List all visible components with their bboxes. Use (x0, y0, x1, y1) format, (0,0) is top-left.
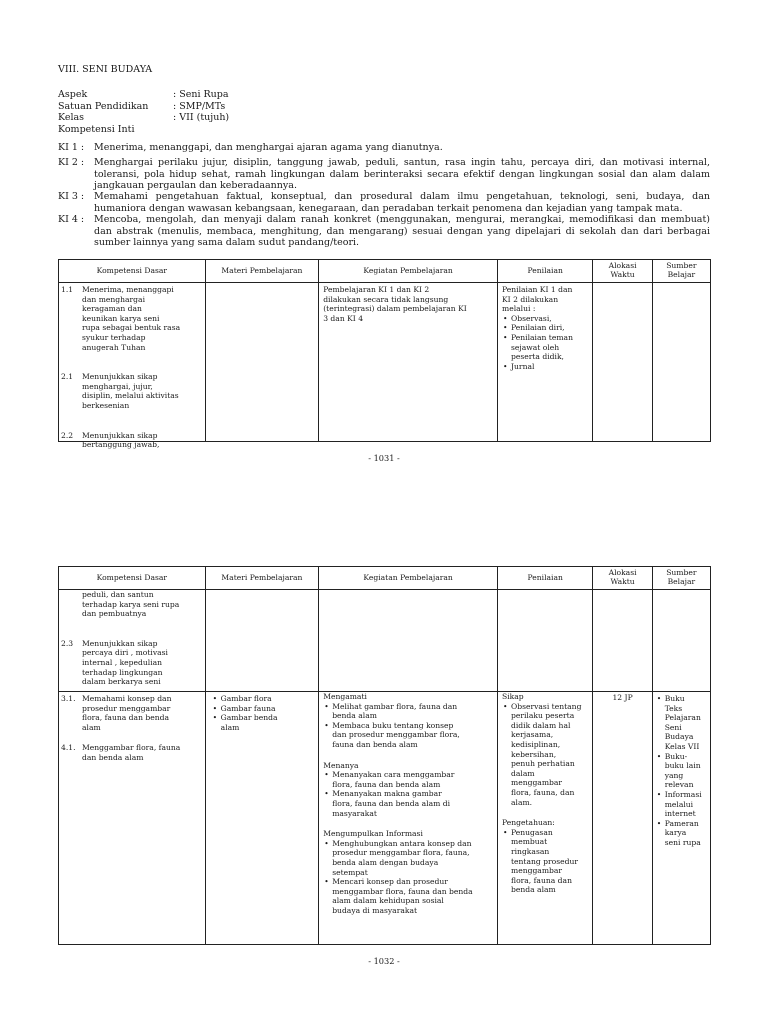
kd-number: 3.1. (61, 694, 76, 703)
header-materi: Materi Pembelajaran (205, 260, 319, 283)
header-alokasi-waktu: Alokasi Waktu (593, 567, 652, 590)
penilaian-section (502, 818, 590, 895)
penilaian-item-line: kebersihan, (511, 749, 557, 759)
kegiatan-item-line: menggambar flora, fauna dan benda (332, 886, 473, 896)
penilaian-line: melalui : (502, 304, 536, 314)
kegiatan-line: Pembelajaran KI 1 dan KI 2 (323, 285, 430, 294)
info-label: Satuan Pendidikan (58, 100, 149, 112)
kegiatan-section (323, 761, 495, 819)
kd-item (61, 694, 203, 732)
kegiatan-item-line: budaya di masyarakat (332, 905, 418, 915)
penilaian-item-line: • Penilaian teman (511, 332, 573, 342)
kegiatan-item (323, 721, 495, 750)
penilaian-item-line: flora, fauna dan (511, 875, 572, 885)
kd-number: 1.1 (61, 285, 74, 294)
kegiatan-item-line: • Membaca buku tentang konsep (332, 720, 454, 730)
kegiatan-item-line: flora, fauna dan benda alam di (332, 798, 450, 808)
sumber-item-list (656, 694, 709, 848)
header-kompetensi-dasar: Kompetensi Dasar (59, 567, 206, 590)
penilaian-item-line: • Penugasan (511, 827, 553, 837)
kegiatan-line: dilakukan secara tidak langsung (323, 294, 449, 304)
ki-text-line: jangkauan pergaulan dan keberadaannya. (94, 180, 297, 192)
ki-text-line: Mencoba, mengolah, dan menyaji dalam ranah konkret (menggunakan, mengurai, merangkai, memodifikasi dan membuat) (94, 214, 710, 225)
info-label: Kelas (58, 112, 85, 124)
kegiatan-item-line: dan prosedur menggambar flora, (332, 730, 460, 740)
penilaian-item-line: kedisiplinan, (511, 739, 561, 749)
penilaian-item (502, 362, 590, 372)
penilaian-item (502, 323, 590, 333)
kd-text-line: terhadap karya seni rupa (82, 599, 180, 609)
kd-text-line: Menunjukkan sikap (82, 638, 158, 648)
penilaian-line: Penilaian KI 1 dan (502, 285, 573, 294)
info-label: Kompetensi Inti (58, 124, 135, 136)
cell-sumber (652, 590, 710, 692)
cell-kegiatan (319, 590, 498, 692)
kd-text-line: berkesenian (82, 400, 130, 410)
kegiatan-item-line: masyarakat (332, 808, 377, 818)
kegiatan-item-line: benda alam (332, 711, 377, 721)
cell-kompetensi-dasar-3-1 (59, 692, 206, 945)
cell-materi-pembelajaran (205, 692, 319, 945)
penilaian-item-line: didik dalam hal (511, 720, 571, 730)
kd-text-line: terhadap lingkungan (82, 667, 163, 677)
sumber-item-line: • Pameran (664, 818, 699, 828)
kd-item (61, 431, 203, 450)
kegiatan-item (323, 702, 495, 721)
kd-text-line: keragaman dan (82, 304, 142, 314)
sumber-item-line: • Informasi (664, 789, 702, 799)
penilaian-section-title: Sikap (502, 692, 524, 701)
kd-text-line: bertanggung jawab, (82, 440, 160, 450)
cell-materi (205, 283, 319, 442)
kd-text-line: anugerah Tuhan (82, 342, 146, 352)
sumber-item-line: • Buku (664, 694, 685, 703)
sumber-item (656, 752, 709, 790)
sumber-item-line: buku lain (664, 761, 701, 771)
sumber-item (656, 790, 709, 819)
ki-label: KI 1 : (58, 142, 85, 153)
kegiatan-section-title: Menanya (323, 760, 359, 770)
header-penilaian: Penilaian (498, 260, 593, 283)
kegiatan-section (323, 829, 495, 915)
ki-text-line: dan abstrak (menulis, membaca, menghitung, dan mengarang) sesuai dengan yang dipelajari di sekolah dan dari berbagai (94, 225, 710, 237)
sumber-item (656, 819, 709, 848)
cell-alokasi-waktu (593, 692, 652, 945)
ki-text-line: Menghargai perilaku jujur, disiplin, tanggung jawab, peduli, santun, rasa ingin tahu, percaya diri, dan motivasi internal, (94, 157, 710, 168)
penilaian-line: KI 2 dilakukan (502, 294, 559, 304)
kd-text-line: percaya diri , motivasi (82, 648, 168, 658)
page-number-1031: - 1031 - (368, 453, 400, 463)
kd-text-line: dalam berkarya seni (82, 677, 161, 687)
kd-item (61, 639, 203, 687)
sumber-item-line: • Buku- (664, 751, 688, 761)
section-heading: VIII. SENI BUDAYA (58, 64, 153, 75)
page-number-1032: - 1032 - (368, 956, 400, 966)
kd-text-line: dan pembuatnya (82, 609, 147, 619)
penilaian-item-list (502, 828, 590, 895)
kegiatan-item (323, 839, 495, 877)
cell-penilaian (498, 692, 593, 945)
info-value: : VII (tujuh) (173, 112, 230, 124)
cell-sumber-belajar (652, 692, 710, 945)
cell-penilaian (498, 590, 593, 692)
kd-text-line: rupa sebagai bentuk rasa (82, 323, 181, 333)
sumber-item-line: Budaya (664, 732, 694, 742)
kd-text-line: Menggambar flora, fauna (82, 743, 181, 753)
info-label: Aspek (58, 89, 88, 100)
kegiatan-section (323, 692, 495, 750)
kegiatan-item (323, 789, 495, 818)
penilaian-item-line: perilaku peserta (511, 711, 575, 721)
penilaian-item-line: • Observasi, (511, 313, 552, 323)
sumber-item-line: Kelas VII (664, 741, 700, 751)
kd-text-line: keunikan karya seni (82, 313, 160, 323)
sumber-item-line: relevan (664, 780, 694, 790)
info-value: : Seni Rupa (173, 89, 229, 100)
ki-text-line: toleransi, pola hidup sehat, ramah lingkungan dalam berinteraksi secara efektif dengan lingkungan sosial dan alam dalam (94, 168, 710, 180)
penilaian-item-list (502, 702, 590, 808)
kd-number: 2.1 (61, 372, 74, 382)
ki-label: KI 4 : (58, 214, 85, 225)
alokasi-value: 12 JP (612, 693, 633, 702)
ki-text-line: Menerima, menanggapi, dan menghargai ajaran agama yang dianutnya. (94, 142, 443, 153)
penilaian-item-list (502, 314, 590, 372)
cell-materi (205, 590, 319, 692)
penilaian-item-line: alam. (511, 797, 533, 807)
header-sumber-belajar: Sumber Belajar (652, 260, 710, 283)
cell-kompetensi-dasar-continued (59, 590, 206, 692)
kegiatan-section-title: Mengumpulkan Informasi (323, 829, 423, 839)
cell-alokasi (593, 590, 652, 692)
kegiatan-section-title: Mengamati (323, 692, 367, 701)
materi-item (212, 694, 317, 704)
penilaian-item (502, 828, 590, 895)
materi-item-line: • Gambar fauna (220, 703, 276, 713)
cell-kegiatan-pembelajaran (319, 692, 498, 945)
kegiatan-item-line: alam dalam kehidupan sosial (332, 896, 444, 906)
kd-text-line: syukur terhadap (82, 332, 146, 342)
ki-label: KI 3 : (58, 191, 85, 202)
ki-text-line: humaniora dengan wawasan kebangsaan, kenegaraan, dan peradaban terkait penomena dan kejadian yang tampak mata. (94, 202, 683, 214)
sumber-item-line: seni rupa (664, 837, 701, 847)
kd-item (61, 372, 203, 410)
kegiatan-item-line: setempat (332, 867, 368, 877)
header-alokasi-waktu: Alokasi Waktu (593, 260, 652, 283)
kd-table-page-1031 (58, 259, 711, 450)
cell-penilaian (498, 283, 593, 442)
kegiatan-item-list (323, 770, 495, 818)
kegiatan-item-list (323, 839, 495, 916)
sumber-item-line: karya (664, 828, 687, 838)
kegiatan-item (323, 877, 495, 915)
sumber-item-line: melalui (664, 799, 694, 809)
sumber-item-line: Pelajaran (664, 713, 701, 723)
cell-sumber (652, 283, 710, 442)
header-sumber-belajar: Sumber Belajar (652, 567, 710, 590)
info-value: : SMP/MTs (173, 100, 226, 112)
penilaian-item-line: benda alam (511, 885, 556, 895)
header-penilaian: Penilaian (498, 567, 593, 590)
kegiatan-line: (terintegrasi) dalam pembelajaran KI (323, 304, 467, 314)
kd-text-line: Menunjukkan sikap (82, 372, 158, 382)
kd-text-line: Menerima, menanggapi (82, 285, 174, 294)
kd-number: 4.1. (61, 743, 76, 753)
penilaian-item-line: • Jurnal (511, 361, 535, 371)
cell-alokasi (593, 283, 652, 442)
penilaian-item-line: peserta didik, (511, 352, 564, 362)
penilaian-item (502, 314, 590, 324)
penilaian-item-line: ringkasan (511, 846, 550, 856)
kegiatan-item-line: fauna dan benda alam (332, 739, 418, 749)
kd-item (61, 590, 203, 619)
penilaian-item-line: kerjasama, (511, 730, 554, 740)
penilaian-item (502, 333, 590, 362)
ki-label: KI 2 : (58, 157, 85, 168)
kd-text-line: internal , kepedulian (82, 657, 163, 667)
sumber-item-line: Seni (664, 722, 682, 732)
materi-item-list (212, 694, 317, 732)
materi-item (212, 713, 317, 732)
kegiatan-item-line: • Menghubungkan antara konsep dan (332, 838, 472, 848)
kegiatan-item-line: • Menanyakan cara menggambar (332, 770, 455, 780)
kd-text-line: Memahami konsep dan (82, 694, 172, 703)
sumber-item-line: internet (664, 809, 696, 819)
kegiatan-item-line: • Melihat gambar flora, fauna dan (332, 701, 458, 711)
header-kegiatan: Kegiatan Pembelajaran (319, 260, 498, 283)
kd-text-line: dan menghargai (82, 294, 146, 304)
kd-number: 2.3 (61, 638, 74, 648)
header-kegiatan: Kegiatan Pembelajaran (319, 567, 498, 590)
sumber-item (656, 694, 709, 752)
penilaian-item (502, 702, 590, 808)
kd-item (61, 285, 203, 352)
kd-item (61, 743, 203, 762)
ki-text-line: sumber lainnya yang sama dalam sudut pandang/teori. (94, 237, 360, 249)
penilaian-item-line: tentang prosedur (511, 856, 579, 866)
ki-text-line: Memahami pengetahuan faktual, konseptual, dan prosedural dalam ilmu pengetahuan, teknologi, seni, budaya, dan (94, 191, 710, 202)
kd-text-line: flora, fauna dan benda (82, 713, 170, 723)
sumber-item-line: yang (664, 770, 684, 780)
kd-text-line: Menunjukkan sikap (82, 430, 158, 440)
penilaian-section-title: Pengetahuan: (502, 818, 555, 828)
cell-kompetensi-dasar (59, 283, 206, 450)
penilaian-item-line: sejawat oleh (511, 342, 560, 352)
penilaian-section (502, 692, 590, 807)
kegiatan-item-line: prosedur menggambar flora, fauna, (332, 848, 470, 858)
penilaian-item-line: penuh perhatian (511, 759, 575, 769)
materi-item-line: alam (220, 722, 240, 732)
kd-text-line: menghargai, jujur, (82, 381, 153, 391)
penilaian-item-line: • Penilaian diri, (511, 323, 565, 333)
kd-text-line: dan benda alam (82, 752, 144, 762)
cell-kegiatan (319, 283, 498, 442)
materi-item (212, 704, 317, 714)
penilaian-item-line: membuat (511, 837, 548, 847)
kegiatan-item-line: • Mencari konsep dan prosedur (332, 877, 448, 887)
penilaian-item-line: dalam (511, 768, 535, 778)
materi-item-line: • Gambar flora (220, 694, 272, 703)
materi-item-line: • Gambar benda (220, 713, 278, 723)
kd-text-line: disiplin, melalui aktivitas (82, 391, 179, 401)
kd-table-page-1032 (58, 566, 711, 945)
kd-text-line: prosedur menggambar (82, 703, 171, 713)
sumber-item-line: Teks (664, 703, 683, 713)
kegiatan-item-list (323, 702, 495, 750)
kegiatan-item (323, 770, 495, 789)
header-materi: Materi Pembelajaran (205, 567, 319, 590)
penilaian-item-line: menggambar (511, 778, 563, 788)
kegiatan-line: 3 dan KI 4 (323, 313, 364, 323)
kd-text-line: alam (82, 722, 101, 732)
penilaian-item-line: menggambar (511, 866, 563, 876)
penilaian-item-line: flora, fauna, dan (511, 787, 575, 797)
kegiatan-item-line: flora, fauna dan benda alam (332, 779, 441, 789)
header-kompetensi-dasar: Kompetensi Dasar (59, 260, 206, 283)
kegiatan-item-line: benda alam dengan budaya (332, 857, 439, 867)
kd-number: 2.2 (61, 430, 74, 440)
penilaian-item-line: • Observasi tentang (511, 701, 582, 711)
kd-text-line: peduli, dan santun (82, 590, 154, 599)
kegiatan-item-line: • Menanyakan makna gambar (332, 789, 442, 799)
